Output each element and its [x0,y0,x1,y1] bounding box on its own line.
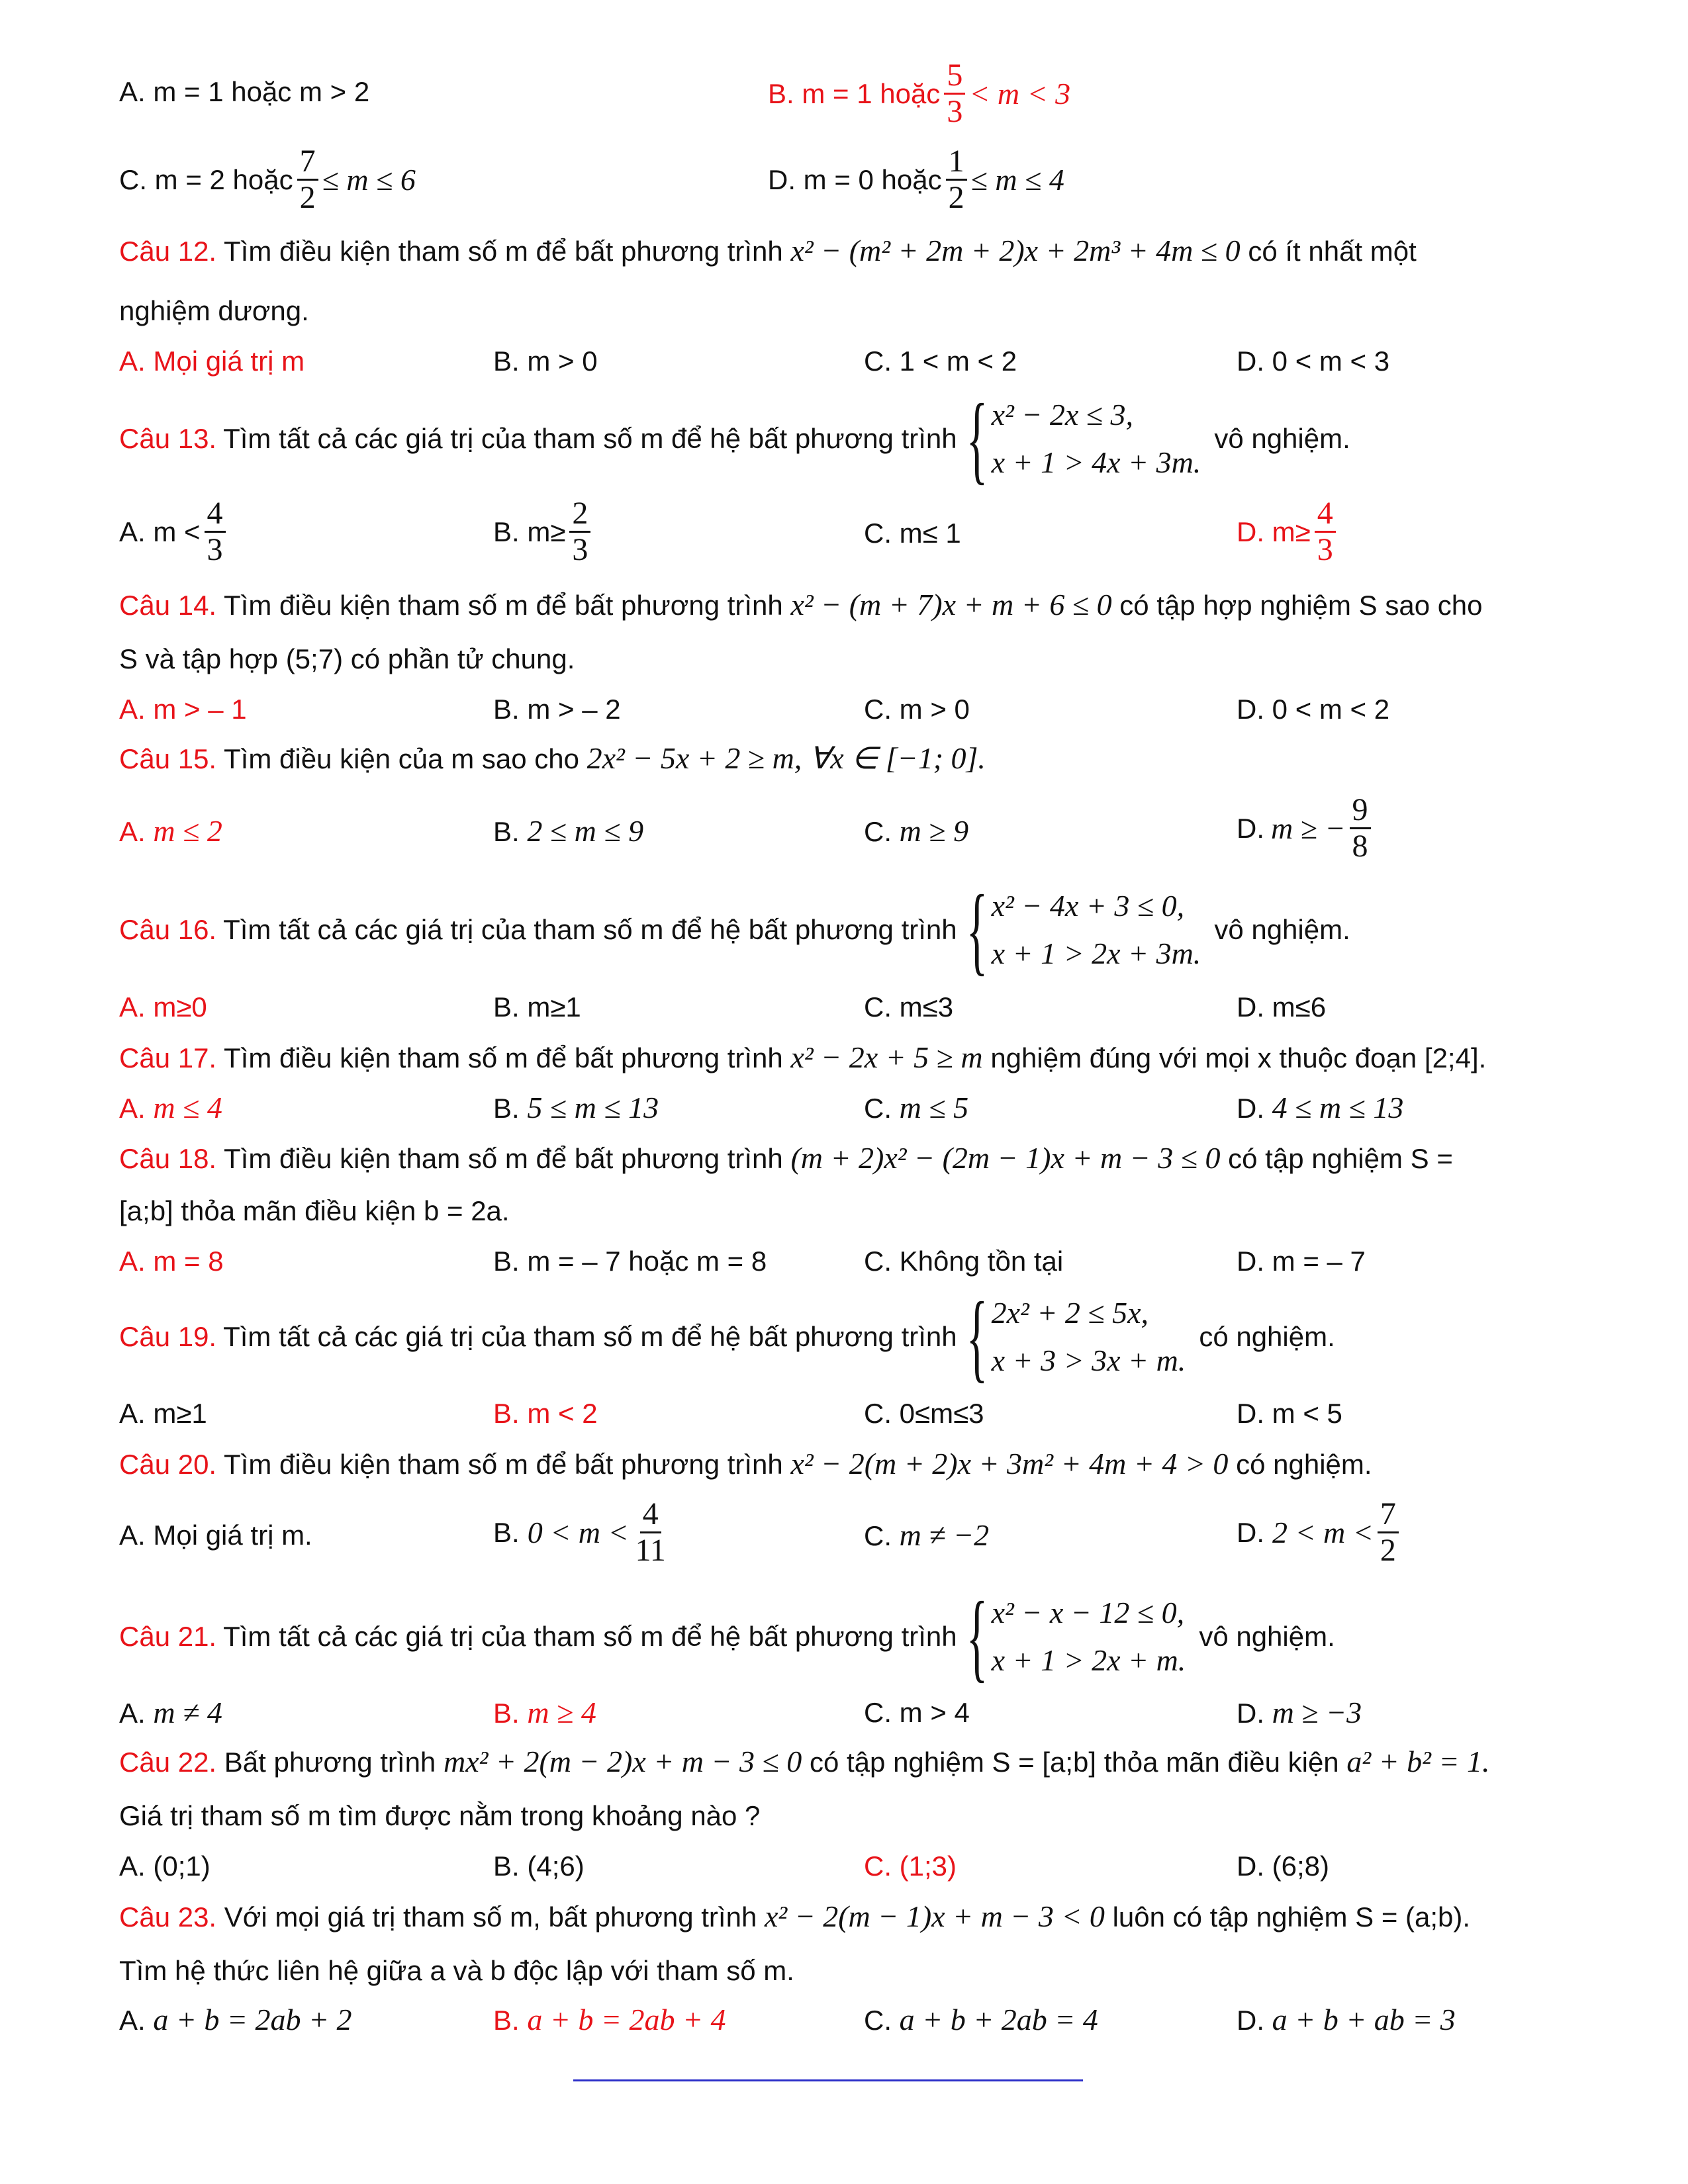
q17-stem: Câu 17. Tìm điều kiện tham số m để bất phương trình x² − 2x + 5 ≥ m nghiệm đúng với mọi x thuộc đoạn [2;4]. [119,1040,1487,1074]
q20-option-b: B. 0 < m < $\frac{4}{11}$ [493,1496,666,1568]
q22-option-d: D. (6;8) [1237,1850,1330,1882]
q19-option-b: B. m < 2 [493,1398,598,1429]
q14-option-c: C. m > 0 [864,694,970,725]
q21-option-b: B. m ≥ 4 [493,1696,596,1729]
q12-option-b: B. m > 0 [493,345,598,377]
q19-stem: Câu 19. Tìm tất cả các giá trị của tham số m để hệ bất phương trình { 2x² + 2 ≤ 5x, x + 3 > 3x + m. có nghiệm. [119,1282,1335,1392]
q20-stem: Câu 20. Tìm điều kiện tham số m để bất phương trình x² − 2(m + 2)x + 3m² + 4m + 4 > 0 có nghiệm. [119,1447,1372,1480]
q15-option-b: B. 2 ≤ m ≤ 9 [493,814,644,848]
q18-option-b: B. m = – 7 hoặc m = 8 [493,1246,767,1277]
q16-option-c: C. m≤3 [864,991,954,1023]
q13-stem: Câu 13. Tìm tất cả các giá trị của tham số m để hệ bất phương trình { x² − 2x ≤ 3, x + 1 > 4x + 3m. vô nghiệm. [119,384,1350,494]
q23-option-d: D. a + b + ab = 3 [1237,2003,1456,2036]
q16-system: { x² − 4x + 3 ≤ 0, x + 1 > 2x + 3m. [966,875,1201,985]
q12-stem: Câu 12. Tìm điều kiện tham số m để bất phương trình x² − (m² + 2m + 2)x + 2m³ + 4m ≤ 0 có ít nhất một [119,234,1417,267]
q16-stem: Câu 16. Tìm tất cả các giá trị của tham số m để hệ bất phương trình { x² − 4x + 3 ≤ 0, x + 1 > 2x + 3m. vô nghiệm. [119,875,1350,985]
q15-option-c: C. m ≥ 9 [864,814,969,848]
q12-option-d: D. 0 < m < 3 [1237,345,1390,377]
q23-option-c: C. a + b + 2ab = 4 [864,2003,1098,2036]
q14-option-a: A. m > – 1 [119,694,247,725]
q20-option-c: C. m ≠ −2 [864,1518,990,1552]
q11-option-a: A. m = 1 hoặc m > 2 [119,76,370,107]
q21-option-a: A. m ≠ 4 [119,1696,222,1729]
q16-option-b: B. m≥1 [493,991,581,1023]
q13-system: { x² − 2x ≤ 3, x + 1 > 4x + 3m. [966,384,1201,494]
q15-stem: Câu 15. Tìm điều kiện của m sao cho 2x² − 5x + 2 ≥ m, ∀x ∈ [−1; 0]. [119,741,986,775]
q19-option-c: C. 0≤m≤3 [864,1398,984,1429]
q20-option-a: A. Mọi giá trị m. [119,1520,312,1551]
q12-option-c: C. 1 < m < 2 [864,345,1017,377]
q11-option-c: C. m = 2 hoặc $\frac{7}{2}$ ≤ m ≤ 6 [119,144,416,215]
q11-option-b: B. m = 1 hoặc $\frac{5}{3}$ < m < 3 [768,58,1071,129]
q12-stem-cont: nghiệm dương. [119,295,309,326]
q19-system: { 2x² + 2 ≤ 5x, x + 3 > 3x + m. [966,1282,1186,1392]
q19-option-d: D. m < 5 [1237,1398,1342,1429]
q17-option-c: C. m ≤ 5 [864,1091,969,1124]
q21-option-c: C. m > 4 [864,1697,970,1728]
q18-stem: Câu 18. Tìm điều kiện tham số m để bất phương trình (m + 2)x² − (2m − 1)x + m − 3 ≤ 0 có tập nghiệm S = [119,1141,1453,1175]
q15-option-d: D. m ≥ − $\frac{9}{8}$ [1237,793,1375,864]
q22-option-c: C. (1;3) [864,1850,957,1882]
q14-stem: Câu 14. Tìm điều kiện tham số m để bất phương trình x² − (m + 7)x + m + 6 ≤ 0 có tập hợp nghiệm S sao cho [119,588,1483,621]
q16-option-d: D. m≤6 [1237,991,1327,1023]
footer-divider [573,2079,1083,2081]
q19-option-a: A. m≥1 [119,1398,207,1429]
q17-option-a: A. m ≤ 4 [119,1091,222,1124]
q18-stem-cont: [a;b] thỏa mãn điều kiện b = 2a. [119,1195,510,1226]
q21-system: { x² − x − 12 ≤ 0, x + 1 > 2x + m. [966,1582,1186,1692]
q23-option-b: B. a + b = 2ab + 4 [493,2003,726,2036]
q22-stem-cont: Giá trị tham số m tìm được nằm trong khoảng nào ? [119,1800,761,1831]
q17-option-b: B. 5 ≤ m ≤ 13 [493,1091,659,1124]
q12-option-a: A. Mọi giá trị m [119,345,305,377]
q13-option-a: A. m < $\frac{4}{3}$ [119,496,230,567]
q21-option-d: D. m ≥ −3 [1237,1696,1362,1729]
q23-stem: Câu 23. Với mọi giá trị tham số m, bất phương trình x² − 2(m − 1)x + m − 3 < 0 luôn có tập nghiệm S = (a;b). [119,1899,1471,1933]
q23-option-a: A. a + b = 2ab + 2 [119,2003,352,2036]
q18-option-c: C. Không tồn tại [864,1246,1064,1277]
q11-option-d: D. m = 0 hoặc $\frac{1}{2}$ ≤ m ≤ 4 [768,144,1064,215]
q23-stem-cont: Tìm hệ thức liên hệ giữa a và b độc lập với tham số m. [119,1955,794,1986]
q13-option-b: B. m≥ $\frac{2}{3}$ [493,496,594,567]
q17-option-d: D. 4 ≤ m ≤ 13 [1237,1091,1404,1124]
q13-option-c: C. m≤ 1 [864,518,961,549]
q14-option-b: B. m > – 2 [493,694,621,725]
q22-option-a: A. (0;1) [119,1850,211,1882]
q14-option-d: D. 0 < m < 2 [1237,694,1390,725]
q14-stem-cont: S và tập hợp (5;7) có phần tử chung. [119,643,575,674]
q22-stem: Câu 22. Bất phương trình mx² + 2(m − 2)x + m − 3 ≤ 0 có tập nghiệm S = [a;b] thỏa mãn điều kiện a² + b² = 1. [119,1745,1490,1778]
q15-option-a: A. m ≤ 2 [119,814,222,848]
q16-option-a: A. m≥0 [119,991,207,1023]
q21-stem: Câu 21. Tìm tất cả các giá trị của tham số m để hệ bất phương trình { x² − x − 12 ≤ 0, x + 1 > 2x + m. vô nghiệm. [119,1582,1335,1692]
q18-option-a: A. m = 8 [119,1246,224,1277]
q13-option-d: D. m≥ $\frac{4}{3}$ [1237,496,1340,567]
q18-option-d: D. m = – 7 [1237,1246,1366,1277]
q22-option-b: B. (4;6) [493,1850,585,1882]
q20-option-d: D. 2 < m < $\frac{7}{2}$ [1237,1497,1403,1568]
